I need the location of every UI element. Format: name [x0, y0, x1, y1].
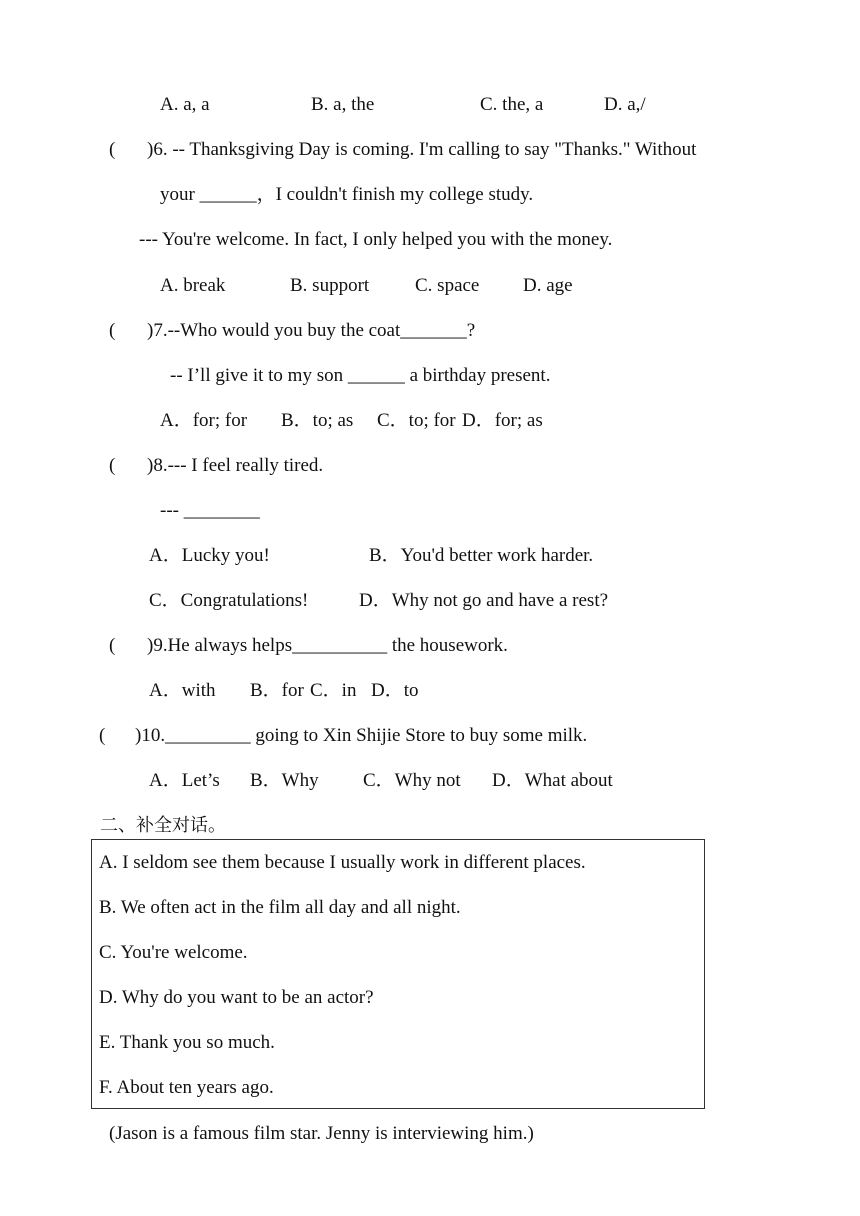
- choice-a: A. I seldom see them because I usually work in different places.: [99, 852, 586, 873]
- q6-option-d: D. age: [523, 275, 573, 296]
- q9-option-a: A．with: [149, 680, 216, 701]
- q9-answer-paren: (: [109, 635, 116, 656]
- q9-stem: )9.He always helps__________ the housework.: [147, 635, 508, 656]
- q10-option-a: A．Let’s: [149, 770, 220, 791]
- section-heading: 二、补全对话。: [100, 815, 226, 836]
- q10-option-c: C．Why not: [363, 770, 461, 791]
- choice-d: D. Why do you want to be an actor?: [99, 987, 374, 1008]
- q5-option-b: B. a, the: [311, 94, 375, 115]
- q10-option-d: D．What about: [492, 770, 613, 791]
- q10-stem: )10._________ going to Xin Shijie Store to buy some milk.: [135, 725, 588, 746]
- q9-option-c: C．in: [310, 680, 357, 701]
- q10-answer-paren: (: [99, 725, 106, 746]
- q8-stem: )8.--- I feel really tired.: [147, 455, 324, 476]
- choices-box: [91, 839, 705, 1109]
- q10-option-b: B．Why: [250, 770, 319, 791]
- q9-option-d: D．to: [371, 680, 419, 701]
- q7-option-d: D．for; as: [462, 410, 543, 431]
- q9-option-b: B．for: [250, 680, 304, 701]
- q6-answer-paren: (: [109, 139, 116, 160]
- q6-option-b: B. support: [290, 275, 370, 296]
- q7-option-c: C．to; for: [377, 410, 456, 431]
- q7-reply: -- I’ll give it to my son ______ a birthday present.: [170, 365, 551, 386]
- choice-e: E. Thank you so much.: [99, 1032, 275, 1053]
- q6-stem: )6. -- Thanksgiving Day is coming. I'm calling to say "Thanks." Without: [147, 139, 697, 160]
- q7-option-a: A．for; for: [160, 410, 248, 431]
- q8-option-a: A．Lucky you!: [149, 545, 270, 566]
- q6-stem-line2: your ______，I couldn't finish my college study.: [160, 184, 534, 205]
- q7-answer-paren: (: [109, 320, 116, 341]
- q6-option-a: A. break: [160, 275, 226, 296]
- q6-option-c: C. space: [415, 275, 480, 296]
- q6-reply: --- You're welcome. In fact, I only helped you with the money.: [139, 229, 613, 250]
- q8-option-c: C．Congratulations!: [149, 590, 309, 611]
- q8-option-b: B．You'd better work harder.: [369, 545, 594, 566]
- choice-f: F. About ten years ago.: [99, 1077, 274, 1098]
- choice-b: B. We often act in the film all day and all night.: [99, 897, 461, 918]
- dialogue-context: (Jason is a famous film star. Jenny is interviewing him.): [109, 1123, 534, 1144]
- q5-option-a: A. a, a: [160, 94, 210, 115]
- q5-option-c: C. the, a: [480, 94, 544, 115]
- q7-stem: )7.--Who would you buy the coat_______?: [147, 320, 476, 341]
- q8-reply: --- ________: [160, 500, 260, 521]
- choice-c: C. You're welcome.: [99, 942, 248, 963]
- q8-answer-paren: (: [109, 455, 116, 476]
- q5-option-d: D. a,/: [604, 94, 646, 115]
- q8-option-d: D．Why not go and have a rest?: [359, 590, 609, 611]
- q7-option-b: B．to; as: [281, 410, 354, 431]
